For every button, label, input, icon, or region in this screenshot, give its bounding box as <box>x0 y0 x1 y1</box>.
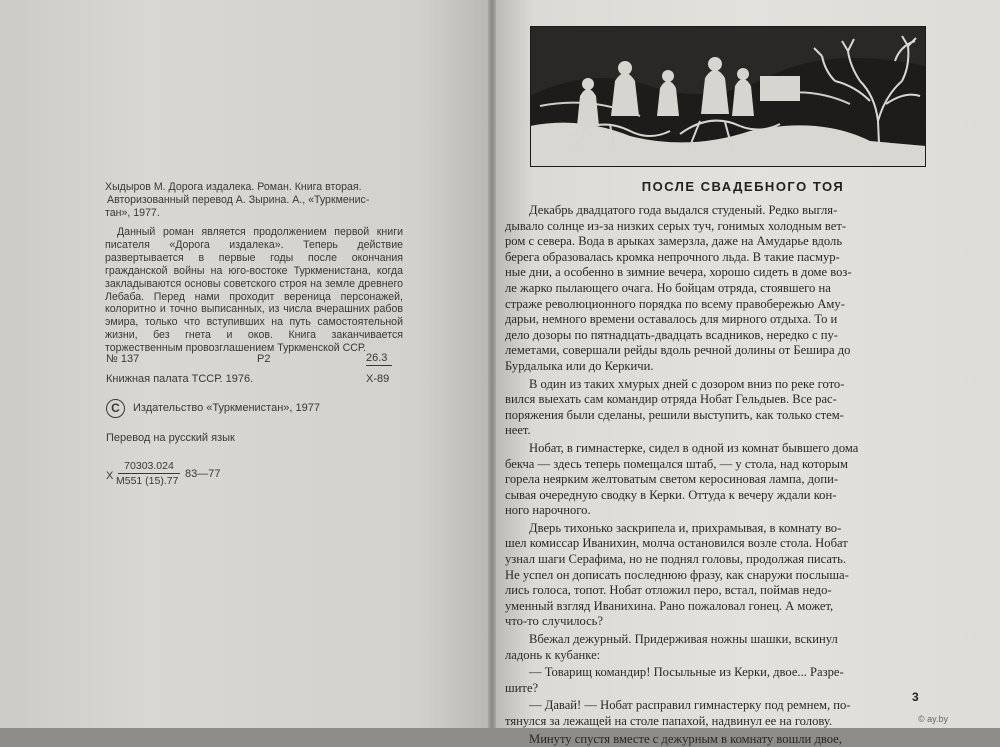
text-line: дарьи, немного времени оставалось для мирного отдыха. То и <box>505 312 838 327</box>
text-line: берега образовалась кромка непрочного льда. В такие пасмур- <box>505 249 840 264</box>
text-line: вился выехать сам командир отряда Нобат Гельдыев. Все рас- <box>505 392 837 407</box>
text-line: что-то случилось? <box>505 614 604 629</box>
index-numerator: 70303.024 <box>118 460 180 474</box>
page-number: 3 <box>912 690 919 704</box>
book-abstract: Данный роман является продолжением первой книги писателя «Дорога издалека». Теперь действие развертывается в первые годы после окончания гражданской войны на юго-востоке Туркменистана, когда закладываются основы советского строя на земле древнего Лебаба. Перед нами проходит вереница персонажей, колоритно и точно выписанных, из числа вчерашних рабов эмира, только что вступивших на путь самостоятельной жизни, без гнета и оков. Книга заканчивается торжественным провозглашением Туркменской ССР. <box>105 226 403 355</box>
text-line: Вбежал дежурный. Придерживая ножны шашки, вскинул <box>529 632 838 647</box>
text-line: ные дни, а особенно в зимние вечера, хорошо сидеть в доме воз- <box>505 265 852 280</box>
text-line: ного нарочного. <box>505 503 591 518</box>
classification-code-bottom: Х-89 <box>366 373 390 385</box>
bib-line: тан», 1977. <box>105 207 160 220</box>
text-line: уменный взгляд Иванихина. Рано пожаловал гонец. А может, <box>505 598 834 613</box>
text-line: леметами, совершали рейды вдоль речной долины от Бешира до <box>505 343 851 358</box>
text-line: шел комиссар Иванихин, молча остановился возле стола. Нобат <box>505 536 848 551</box>
text-line: ле жарко пылающего очага. Но бойцам отряда, стоявшего на <box>505 280 831 295</box>
translation-note: Перевод на русский язык <box>106 432 235 444</box>
text-line: сывая очередную сводку в Керки. Оттуда к вечеру ждали кон- <box>505 487 837 502</box>
classification-code-top: 26.3 <box>366 352 392 366</box>
publisher: Издательство «Туркменистан», 1977 <box>133 402 320 414</box>
text-line: — Товарищ командир! Посыльные из Керки, двое... Разре- <box>529 665 844 680</box>
chapter-body-text <box>505 203 925 747</box>
left-page <box>0 0 492 728</box>
book-number: № 137 <box>106 353 140 365</box>
chapter-title: ПОСЛЕ СВАДЕБНОГО ТОЯ <box>641 179 845 194</box>
text-line: Минуту спустя вместе с дежурным в комнату вошли двое, <box>529 731 842 746</box>
text-line: горела неярким желтоватым светом керосиновая лампа, допи- <box>505 472 839 487</box>
text-line: шите? <box>505 680 539 695</box>
text-line: В один из таких хмурых дней с дозором вниз по реке гото- <box>529 376 845 391</box>
text-line: Бурдалыка или до Керкичи. <box>505 358 654 373</box>
text-line: поряжения были сделаны, решили выступить, как только стем- <box>505 407 844 422</box>
text-line: неет. <box>505 423 531 438</box>
index-suffix: 83—77 <box>185 468 221 480</box>
watermark: © ay.by <box>918 714 948 724</box>
text-line: ладонь к кубанке: <box>505 647 601 662</box>
copyright-icon: С <box>106 399 125 418</box>
text-line: дело дозоры по пятнадцать-двадцать всадников, нередко с пу- <box>505 327 838 342</box>
bib-line: Авторизованный перевод А. Зырина. А., «Туркменис- <box>107 194 370 207</box>
p2-mark: Р2 <box>257 353 271 365</box>
text-line: ром с севера. Вода в арыках замерзла, даже на Амударье вдоль <box>505 234 843 249</box>
text-line: узнал шаги Серафима, но не поднял головы, продолжая писать. <box>505 552 847 567</box>
text-line: — Давай! — Нобат расправил гимнастерку под ремнем, по- <box>529 698 851 713</box>
text-line: тянулся за лежащей на столе папахой, надвинул ее на голову. <box>505 714 833 728</box>
text-line: дывало солнце из-за низких серых туч, гонимых холодным вет- <box>505 218 847 233</box>
index-letter: Х <box>106 470 114 482</box>
book-spine <box>488 0 496 728</box>
text-line: Дверь тихонько заскрипела и, прихрамывая, в комнату во- <box>529 520 842 535</box>
text-line: лись голоса, топот. Нобат отложил перо, встал, поймав недо- <box>505 583 832 598</box>
text-line: страже революционного порядка по всему правобережью Аму- <box>505 296 845 311</box>
text-line: Декабрь двадцатого года выдался студеный. Редко выгля- <box>529 203 838 217</box>
bibliographic-entry <box>105 181 405 221</box>
index-denominator: М551 (15).77 <box>116 475 179 487</box>
chapter-illustration <box>530 26 926 167</box>
bib-line: Хыдыров М. Дорога издалека. Роман. Книга вторая. <box>105 181 362 193</box>
text-line: Не успел он дописать последнюю фразу, как снаружи послыша- <box>505 567 849 582</box>
book-chamber: Книжная палата ТССР. 1976. <box>106 373 254 385</box>
text-line: бекча — здесь теперь помещался штаб, — у стола, над которым <box>505 456 848 471</box>
text-line: Нобат, в гимнастерке, сидел в одной из комнат бывшего дома <box>529 440 859 455</box>
